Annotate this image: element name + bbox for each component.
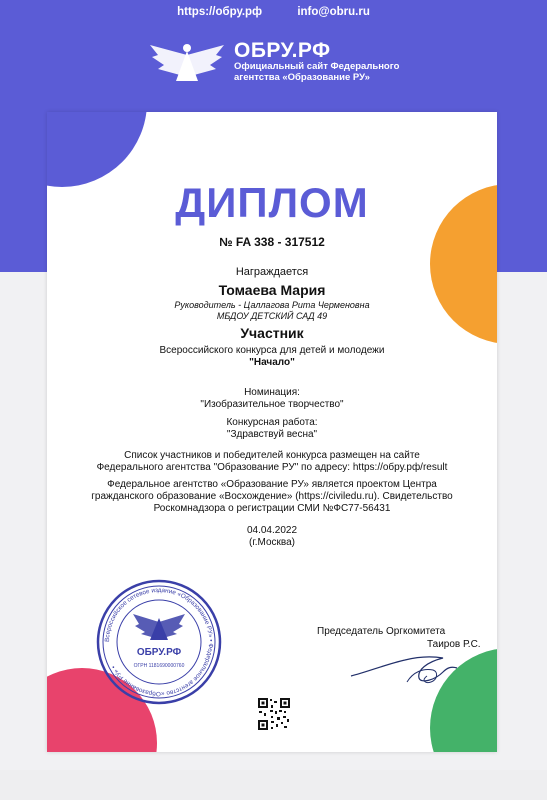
brand-logo-icon (150, 41, 224, 83)
brand[interactable] (150, 40, 399, 83)
stamp-icon (95, 578, 223, 706)
brand-name: ОБРУ.РФ (234, 39, 331, 62)
signature-icon (347, 642, 467, 690)
awarded-label: Награждается (235, 266, 309, 278)
chair-title: Председатель Оргкомитета (317, 626, 446, 637)
issue-date: 04.04.2022 (246, 525, 298, 536)
bottom-bar (0, 770, 547, 800)
contest-line: Всероссийского конкурса для детей и молодежи (159, 345, 385, 356)
brand-subtitle-1: Официальный сайт Федерального (234, 61, 400, 72)
header-contacts (0, 6, 547, 18)
site-url-link[interactable]: https://обру.рф (177, 6, 263, 18)
diploma-sheet (47, 112, 497, 752)
issue-city: (г.Москва) (248, 537, 295, 548)
svg-text:Всероссийское сетевое издание (104, 587, 214, 698)
stamp-ogrn: ОГРН 1181690000760 (133, 663, 185, 669)
recipient-name: Томаева Мария (218, 282, 326, 298)
work-label: Конкурсная работа: (226, 417, 318, 428)
supervisor: Руководитель - Цаллагова Рита Черменовна (174, 300, 370, 310)
work-value: "Здравствуй весна" (226, 429, 318, 440)
results-info-1: Список участников и победителей конкурса размещен на сайте (124, 450, 420, 461)
stamp-center-text: ОБРУ.РФ (136, 647, 182, 658)
project-info-1: Федеральное агентство «Образование РУ» является проектом Центра (107, 479, 437, 490)
diploma-number: № FA 338 - 317512 (219, 235, 325, 249)
nomination-value: "Изобразительное творчество" (200, 399, 344, 410)
project-info-3: Роскомнадзора о регистрации СМИ №ФС77-56431 (153, 503, 391, 514)
participant-status: Участник (240, 325, 304, 341)
email-link[interactable]: info@obru.ru (297, 6, 370, 18)
organization: МБДОУ ДЕТСКИЙ САД 49 (216, 311, 328, 321)
chair-name: Таиров Р.С. (427, 639, 481, 650)
contest-name: "Начало" (249, 357, 295, 368)
stamp-ring-text: Всероссийское сетевое издание «Образование РУ» • Федеральное агентство «Образование РУ» • (103, 586, 215, 698)
nomination-label: Номинация: (244, 387, 300, 398)
project-info-2: гражданского образование «Восхождение» (https://civiledu.ru). Свидетельство (91, 491, 453, 502)
results-info-2: Федерального агентства "Образование РУ" по адресу: https://обру.рф/result (96, 462, 448, 473)
diploma-title: ДИПЛОМ (175, 179, 369, 226)
brand-subtitle-2: агентства «Образование РУ» (234, 71, 370, 83)
qr-code-icon[interactable] (257, 697, 291, 731)
